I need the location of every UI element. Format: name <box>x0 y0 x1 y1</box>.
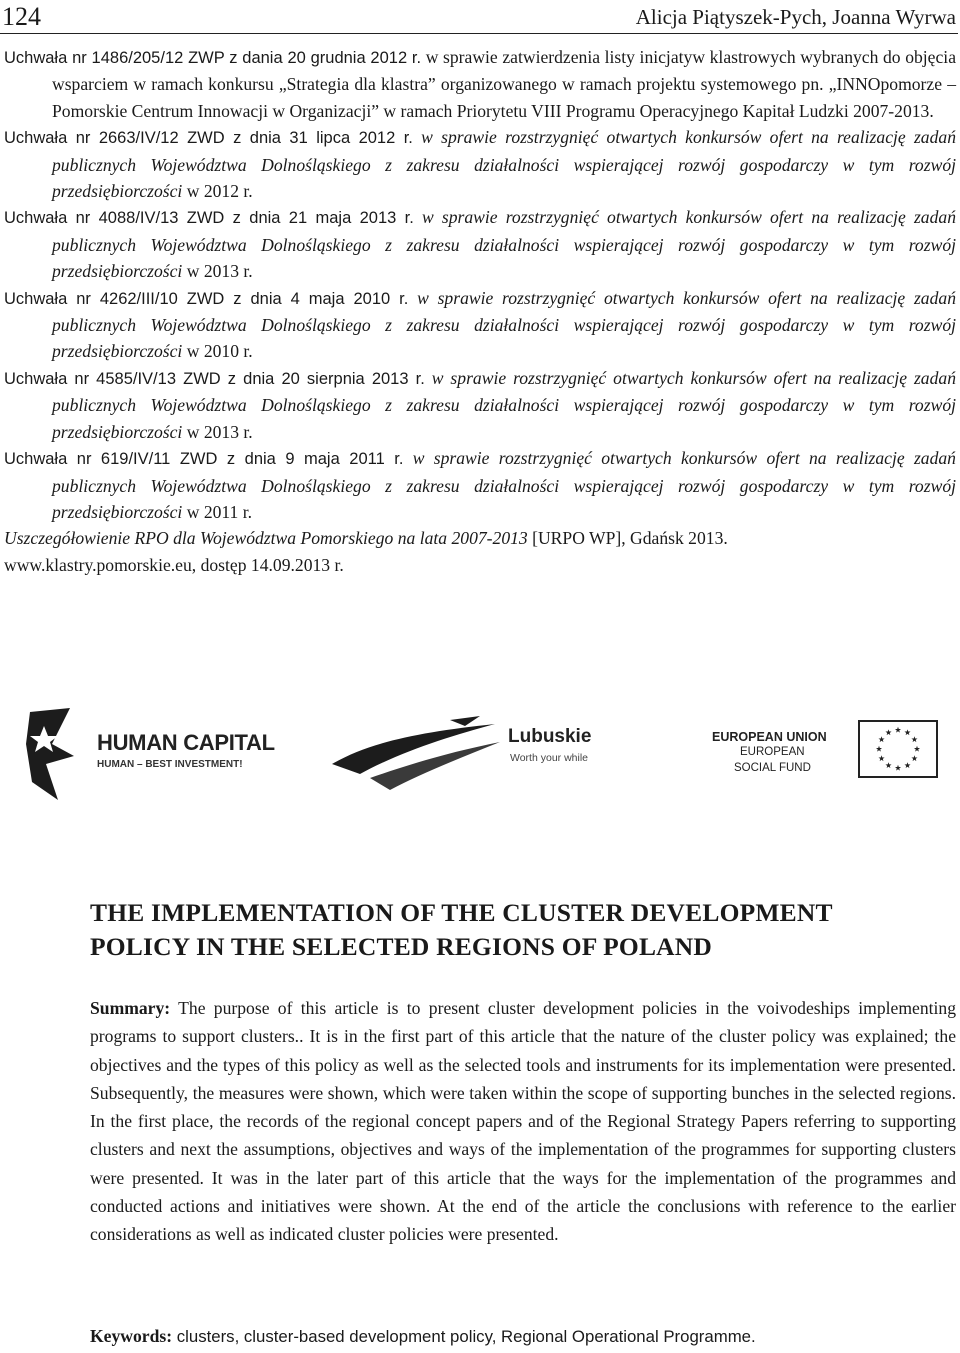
eu-label-line2: EUROPEAN <box>740 746 805 758</box>
eu-star-icon <box>895 765 901 771</box>
article-title: THE IMPLEMENTATION OF THE CLUSTER DEVELOPMENT POLICY IN THE SELECTED REGIONS OF POLAND <box>90 898 833 961</box>
reference-item-rpo: Uszczegółowienie RPO dla Województwa Pomorskiego na lata 2007-2013 [URPO WP], Gdańsk 2013. <box>4 528 728 549</box>
reference-label: Uchwała nr 4585/IV/13 ZWD z dnia 20 sierpnia 2013 r. <box>4 369 425 388</box>
human-capital-title: HUMAN CAPITAL <box>97 730 275 755</box>
page-header <box>0 0 960 34</box>
keywords-label: Keywords: <box>90 1326 173 1346</box>
eu-star-icon <box>914 746 920 752</box>
eu-star-icon <box>904 762 910 768</box>
lubuskie-name: Lubuskie <box>508 726 592 747</box>
reference-text: w sprawie rozstrzygnięć otwartych konkursów ofert na realizację zadań publicznych Województwa Dolnośląskiego z zakresu działalności wspierającej rozwój gospodarczy w tym rozwój przedsiębiorczości <box>52 448 956 522</box>
article-summary <box>90 994 956 1249</box>
reference-text: w sprawie rozstrzygnięć otwartych konkursów ofert na realizację zadań publicznych Województwa Dolnośląskiego z zakresu działalności wspierającej rozwój gospodarczy w tym rozwój przedsiębiorczości <box>52 207 956 282</box>
human-capital-emblem-icon <box>22 704 92 804</box>
eu-flag-icon <box>858 720 938 778</box>
eu-star-icon <box>879 755 885 761</box>
eu-label-line1: EUROPEAN UNION <box>712 730 827 744</box>
reference-item <box>4 44 956 124</box>
eu-label-line3: SOCIAL FUND <box>734 762 811 774</box>
reference-text: w sprawie rozstrzygnięć otwartych konkursów ofert na realizację zadań publicznych Województwa Dolnośląskiego z zakresu działalności wspierającej rozwój gospodarczy w tym rozwój przedsiębiorczości <box>52 367 956 442</box>
reference-text: w sprawie rozstrzygnięć otwartych konkursów ofert na realizację zadań publicznych Województwa Dolnośląskiego z zakresu działalności wspierającej rozwój gospodarczy w tym rozwój przedsiębiorczości <box>52 287 956 362</box>
eu-star-icon <box>876 746 882 752</box>
eu-star-icon <box>879 736 885 742</box>
reference-label: Uchwała nr 619/IV/11 ZWD z dnia 9 maja 2011 r. <box>4 450 404 469</box>
reference-label: Uchwała nr 1486/205/12 ZWP z dania 20 grudnia 2012 r. <box>4 49 422 67</box>
funding-logos-strip <box>0 700 960 820</box>
running-head-authors: Alicja Piątyszek-Pych, Joanna Wyrwa <box>635 5 956 29</box>
eu-star-icon <box>885 762 891 768</box>
eu-star-icon <box>904 729 910 735</box>
reference-item: Uchwała nr 4585/IV/13 ZWD z dnia 20 sierpnia 2013 r. w sprawie rozstrzygnięć otwartych konkursów ofert na realizację zadań publicznych Województwa Dolnośląskiego z zakresu działalności wspierającej rozwój gospodarczy w tym rozwój przedsiębiorczości w 2013 r. <box>4 367 956 442</box>
reference-item: Uchwała nr 4262/III/10 ZWD z dnia 4 maja 2010 r. w sprawie rozstrzygnięć otwartych konkursów ofert na realizację zadań publicznych Województwa Dolnośląskiego z zakresu działalności wspierającej rozwój gospodarczy w tym rozwój przedsiębiorczości w 2010 r. <box>4 287 956 362</box>
summary-label: Summary: <box>90 998 171 1018</box>
reference-rpo-title: Uszczegółowienie RPO dla Województwa Pomorskiego na lata 2007-2013 <box>4 528 528 549</box>
eu-esf-logo <box>700 712 945 792</box>
reference-list <box>4 44 956 578</box>
reference-item: Uchwała nr 4088/IV/13 ZWD z dnia 21 maja 2013 r. w sprawie rozstrzygnięć otwartych konkursów ofert na realizację zadań publicznych Województwa Dolnośląskiego z zakresu działalności wspierającej rozwój gospodarczy w tym rozwój przedsiębiorczości w 2013 r. <box>4 207 956 282</box>
reference-label: Uchwała nr 4262/III/10 ZWD z dnia 4 maja 2010 r. <box>4 289 409 308</box>
reference-item: Uchwała nr 2663/IV/12 ZWD z dnia 31 lipca 2012 r. w sprawie rozstrzygnięć otwartych konkursów ofert na realizację zadań publicznych Województwa Dolnośląskiego z zakresu działalności wspierającej rozwój gospodarczy w tym rozwój przedsiębiorczości w 2012 r. <box>4 127 956 202</box>
summary-text: The purpose of this article is to present cluster development policies in the voivodeships implementing programs to support clusters.. It is in the first part of this article that the nature of the cluster policy was explained; the objectives and the types of this policy as well as the selected tools and instruments for its implementation were presented. Subsequently, the measures were shown, which were taken within the scope of supporting bunches in the selected regions. In the first place, the records of the regional concept papers and of the Regional Strategy Papers referring to supporting clusters and next the assumptions, objectives and ways of the implementation of the programmes for supporting clusters were presented. It was in the later part of this article that the ways for the implementation of the programmes and conducted actions and initiatives were shown. At the end of the article the conclusions with reference to the earlier considerations as well as indicated cluster policies were presented. <box>90 998 956 1245</box>
eu-stars-icon <box>860 722 936 776</box>
lubuskie-logo <box>330 712 630 792</box>
lubuskie-tagline: Worth your while <box>510 752 589 764</box>
header-rule <box>0 33 958 34</box>
keywords-text: clusters, cluster-based development policy, Regional Operational Programme. <box>172 1327 756 1346</box>
eu-star-icon <box>885 729 891 735</box>
article-keywords <box>90 1323 956 1350</box>
eu-star-icon <box>895 727 901 733</box>
page-number: 124 <box>2 2 41 31</box>
reference-item-web <box>4 552 956 578</box>
human-capital-logo <box>22 700 292 810</box>
human-capital-subtitle: HUMAN – BEST INVESTMENT! <box>97 759 243 770</box>
reference-text: w sprawie zatwierdzenia listy inicjatyw klastrowych wybranych do objęcia wsparciem w ramach konkursu „Strategia dla klastra” organizowanego w ramach projektu systemowego pn. „INNOpomorze – Pomorskie Centrum Innowacji w Organizacji” w ramach Priorytetu VIII Programu Operacyjnego Kapitał Ludzki 2007-2013. <box>52 47 957 121</box>
lubuskie-swoosh-icon <box>330 712 505 792</box>
reference-label: Uchwała nr 4088/IV/13 ZWD z dnia 21 maja 2013 r. <box>4 209 414 228</box>
eu-star-icon <box>911 755 917 761</box>
reference-web-link[interactable]: www.klastry.pomorskie.eu, dostęp 14.09.2013 r. <box>4 554 344 575</box>
reference-label: Uchwała nr 2663/IV/12 ZWD z dnia 31 lipca 2012 r. <box>4 129 413 148</box>
reference-item: Uchwała nr 619/IV/11 ZWD z dnia 9 maja 2011 r. w sprawie rozstrzygnięć otwartych konkursów ofert na realizację zadań publicznych Województwa Dolnośląskiego z zakresu działalności wspierającej rozwój gospodarczy w tym rozwój przedsiębiorczości w 2011 r. <box>4 448 956 522</box>
reference-text: w sprawie rozstrzygnięć otwartych konkursów ofert na realizację zadań publicznych Województwa Dolnośląskiego z zakresu działalności wspierającej rozwój gospodarczy w tym rozwój przedsiębiorczości <box>52 127 956 202</box>
eu-star-icon <box>911 736 917 742</box>
